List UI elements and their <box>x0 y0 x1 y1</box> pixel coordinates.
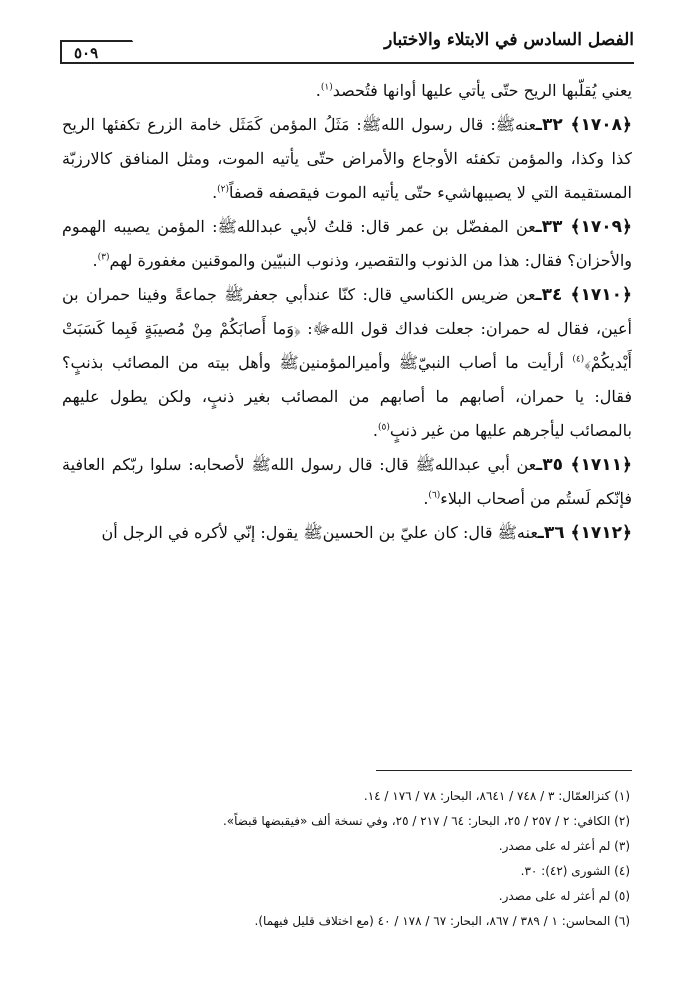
footnote-3: (٣) لم أعثر له على مصدر. <box>498 839 630 853</box>
footnote-separator <box>376 770 632 771</box>
main-text <box>62 74 632 550</box>
hadith-text: عنهﷺ: قال رسول اللهﷺ: مَثَلُ المؤمن كَمَثَل خامة الزرع تكفئها الريح كذا وكذا، والمؤمن تكفئه الأوجاع والأمراض حتّى يأتيه الموت، ومثل المنافق كالارزبّة المستقيمة التي لا يصيبهاشيء حتّى يأتيه الموت فيقصفه قصفاً <box>62 115 632 202</box>
hadith-1709: ﴿١٧٠٩﴾ ٣٣ـعن المفضّل بن عمر قال: قلتُ لأبي عبداللهﷺ: المؤمن يصيبه الهموم والأحزان؟ فقال: هذا من الذنوب والتقصير، وذنوب النبيّين والموقنين مغفورة لهم$^{(٣)}$. <box>62 217 632 270</box>
hadith-number: ﴿١٧٠٨﴾ ٣٢ـ <box>536 115 632 135</box>
intro-paragraph: يعني يُقلّبها الريح حتّى يأتي عليها أوانها فتُحصد$^{(١)}$. <box>315 81 632 100</box>
hadith-text: عن أبي عبداللهﷺ قال: قال رسول اللهﷺ لأصحابه: سلوا ربّكم العافية فإنّكم لَستُم من أصحاب البلاء <box>62 455 632 508</box>
footnote-1: (١) كنزالعمّال: ٣ / ٧٤٨ / ٨٦٤١، البحار: ٧٨ / ١٧٦ / ١٤. <box>363 789 630 803</box>
hadith-1712 <box>62 516 632 550</box>
hadith-text: عن ضريس الكناسي قال: كنّا عندأبي جعفرﷺ جماعةً وفينا حمران بن أعين، فقال له حمران: جعلت فداك قول اللهﷻ: ﴿وَما أَصابَكُمْ مِنْ مُصيبَةٍ فَبِما كَسَبَتْ أَيْديكُمْ﴾ <box>62 285 632 372</box>
footnote-ref: (٣) <box>97 252 110 263</box>
hadith-number: ﴿١٧١١﴾ ٣٥ـ <box>536 455 632 475</box>
footnote-5: (٥) لم أعثر له على مصدر. <box>498 889 630 903</box>
header-rule <box>60 62 634 64</box>
hadith-text: عنهﷺ قال: كان عليّ بن الحسينﷺ يقول: إنّي لأكره في الرجل أن <box>101 523 539 542</box>
footnote-ref: (٢) <box>217 184 230 195</box>
footnote-ref: (٥) <box>377 422 390 433</box>
footnote-6: (٦) المحاسن: ١ / ٣٨٩ / ٨٦٧، البحار: ٦٧ / ١٧٨ / ٤٠ (مع اختلاف قليل فيهما). <box>254 914 630 928</box>
footnote-2: (٢) الكافي: ٢ / ٢٥٧ / ٢٥، البحار: ٦٤ / ٢١٧ / ٢٥، وفي نسخة ألف «فيقبضها قبضاً». <box>222 814 630 828</box>
hadith-text: عن المفضّل بن عمر قال: قلتُ لأبي عبداللهﷺ: المؤمن يصيبه الهموم والأحزان؟ فقال: هذا من الذنوب والتقصير، وذنوب النبيّين والموقنين مغفورة لهم <box>62 217 632 270</box>
chapter-title: الفصل السادس في الابتلاء والاختبار <box>384 30 634 50</box>
footnote-ref: (١) <box>320 82 333 93</box>
hadith-text-cont: أرأيت ما أصاب النبيّﷺ وأميرالمؤمنينﷺ وأهل بيته من المصائب بذنبٍ؟ فقال: يا حمران، أصابهم ما أصابهم من المصائب بغير ذنبٍ، ولكن يطول عليهم بالمصائب ليأجرهم عليها من غير ذنبٍ <box>62 353 632 440</box>
hadith-number: ﴿١٧٠٩﴾ ٣٣ـ <box>535 217 632 237</box>
intro-text: يعني يُقلّبها الريح حتّى يأتي عليها أوانها فتُحصد <box>332 81 632 100</box>
hadith-1710: ﴿١٧١٠﴾ ٣٤ـعن ضريس الكناسي قال: كنّا عندأبي جعفرﷺ جماعةً وفينا حمران بن أعين، فقال له حمران: جعلت فداك قول اللهﷻ: ﴿وَما أَصابَكُمْ مِنْ مُصيبَةٍ فَبِما كَسَبَتْ أَيْديكُمْ﴾$^{(٤)}$ أرأيت ما أصاب النبيّﷺ وأميرالمؤمنينﷺ وأهل بيته من المصائب بذنبٍ؟ فقال: يا حمران، أصابهم ما أصابهم من المصائب بغير ذنبٍ، ولكن يطول عليهم بالمصائب ليأجرهم عليها من غير ذنبٍ$^{(٥)}$. <box>62 285 632 440</box>
hadith-number: ﴿١٧١٢﴾ ٣٦ـ <box>538 523 632 543</box>
footnote-ref: (٦) <box>428 490 441 501</box>
hadith-1711: ﴿١٧١١﴾ ٣٥ـعن أبي عبداللهﷺ قال: قال رسول اللهﷺ لأصحابه: سلوا ربّكم العافية فإنّكم لَستُم من أصحاب البلاء$^{(٦)}$. <box>62 455 632 508</box>
page-header <box>60 28 634 64</box>
footnotes <box>62 784 630 934</box>
footnote-4: (٤) الشورى (٤٢): ٣٠. <box>520 864 630 878</box>
hadith-1708: ﴿١٧٠٨﴾ ٣٢ـعنهﷺ: قال رسول اللهﷺ: مَثَلُ المؤمن كَمَثَل خامة الزرع تكفئها الريح كذا وكذا، والمؤمن تكفئه الأوجاع والأمراض حتّى يأتيه الموت، ومثل المنافق كالارزبّة المستقيمة التي لا يصيبهاشيء حتّى يأتيه الموت فيقصفه قصفاً$^{(٢)}$. <box>62 115 632 202</box>
footnote-ref: (٤) <box>572 354 585 365</box>
page-number: ٥٠٩ <box>74 44 99 62</box>
hadith-number: ﴿١٧١٠﴾ ٣٤ـ <box>535 285 632 305</box>
